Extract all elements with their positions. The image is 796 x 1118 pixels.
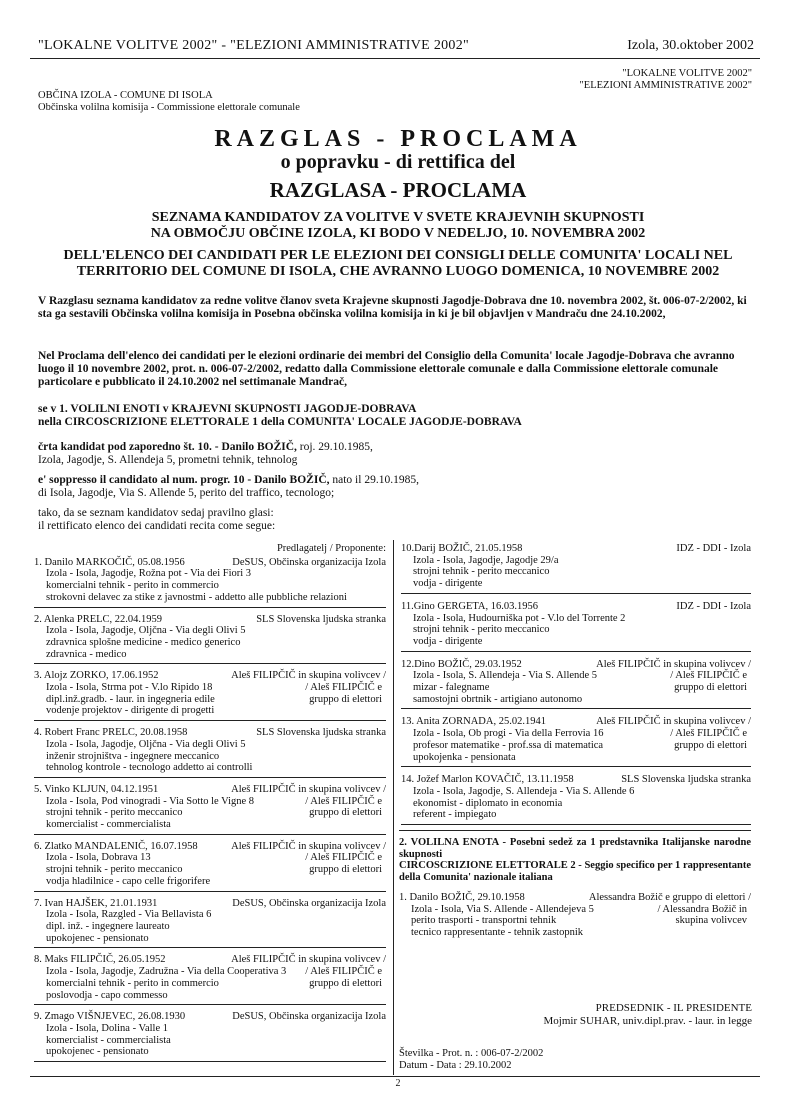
candidate-name: 10.Darij BOŽIČ, 21.05.1958	[401, 543, 523, 554]
footer-rule	[30, 1076, 760, 1077]
candidate-entry	[34, 557, 386, 608]
document-title-2: RAZGLASA - PROCLAMA	[269, 178, 527, 202]
candidate-name: 1. Danilo MARKOČIČ, 05.08.1956	[34, 556, 185, 568]
candidate-name: 3. Alojz ZORKO, 17.06.1952	[34, 670, 159, 682]
document-title: RAZGLAS - PROCLAMA	[214, 126, 582, 152]
organization	[38, 90, 300, 114]
list-intro-ita: il rettificato elenco dei candidati recita come segue:	[38, 520, 276, 532]
candidate-detail: Izola - Isola, Ob progi - Via della Ferrovia 16	[413, 728, 604, 740]
candidate-detail: perito trasporti - transportni tehnik	[411, 915, 557, 927]
candidate-proponent-continued: / Aleš FILIPČIČ e	[670, 728, 747, 740]
deletion-italian-bold: e' soppresso il candidato al num. progr. 10 - Danilo BOŽIČ,	[38, 474, 330, 486]
candidate-entry	[401, 543, 751, 594]
candidate-proponent: Aleš FILIPČIČ in skupina volivcev /	[231, 954, 386, 966]
candidate-proponent: IDZ - DDI - Izola	[676, 600, 751, 612]
candidate-detail: upokojenka - pensionata	[413, 751, 516, 763]
candidate-entry	[34, 898, 386, 949]
candidate-detail: strojni tehnik - perito meccanico	[413, 624, 550, 636]
candidate-detail: zdravnica - medico	[46, 648, 127, 660]
candidate-proponent: Aleš FILIPČIČ in skupina volivcev /	[596, 716, 751, 728]
document-subtitle: o popravku - di rettifica del	[280, 151, 516, 173]
candidate-entry	[401, 601, 751, 652]
deletion-italian-details: di Isola, Jagodje, Via S. Allende 5, perito del traffico, tecnologo;	[38, 487, 335, 499]
candidate-entry	[34, 784, 386, 835]
candidate-detail: upokojenec - pensionato	[46, 1046, 149, 1058]
slovene-heading-line1: SEZNAMA KANDIDATOV ZA VOLITVE V SVETE KRAJEVNIH SKUPNOSTI	[151, 210, 645, 225]
candidate-entry	[34, 670, 386, 721]
corner-tag-line1: "LOKALNE VOLITVE 2002"	[622, 68, 752, 79]
candidate-detail: Izola - Isola, Jagodje, Jagodje 29/a	[413, 554, 559, 566]
unit2-section	[399, 830, 751, 942]
candidate-entry	[34, 954, 386, 1005]
candidate-detail: Izola - Isola, Dobrava 13	[46, 852, 151, 864]
candidate-proponent-continued: gruppo di elettori	[309, 807, 382, 819]
candidate-detail: strojni tehnik - perito meccanico	[46, 864, 183, 876]
left-entries	[34, 557, 386, 1062]
president-title: PREDSEDNIK - IL PRESIDENTE	[595, 1002, 752, 1014]
candidate-name: 13. Anita ZORNADA, 25.02.1941	[401, 716, 546, 728]
candidate-proponent-continued: / Alessandra Božič in	[657, 903, 747, 915]
candidate-proponent-continued: / Aleš FILIPČIČ e	[305, 795, 382, 807]
candidate-detail: strokovni delavec za stike z javnostmi - addetto alle pubbliche relazioni	[46, 591, 347, 603]
candidate-detail: Izola - Isola, Jagodje, Rožna pot - Via dei Fiori 3	[46, 568, 252, 580]
reference-date: Datum - Data : 29.10.2002	[399, 1060, 512, 1071]
candidate-detail: vodja hladilnice - capo celle frigorifere	[46, 875, 211, 887]
deletion-italian	[38, 474, 756, 500]
candidate-detail: komercialist - commercialista	[46, 1034, 171, 1046]
candidate-proponent: SLS Slovenska ljudska stranka	[621, 774, 751, 786]
candidate-detail: komercialni tehnik - perito in commercio	[46, 977, 219, 989]
right-entries	[401, 543, 751, 825]
org-name: OBČINA IZOLA - COMUNE DI ISOLA	[38, 90, 213, 101]
candidate-proponent-continued: skupina volivcev	[675, 915, 747, 927]
candidate-detail: Izola - Isola, Jagodje, Oljčna - Via degli Olivi 5	[46, 738, 246, 750]
candidate-detail: inženir strojništva - ingegnere meccanico	[46, 750, 220, 762]
candidate-proponent: Alessandra Božič e gruppo di elettori /	[588, 891, 751, 903]
candidate-detail: komercialist - commercialista	[46, 819, 171, 831]
candidate-detail: mizar - falegname	[413, 682, 490, 694]
list-intro	[38, 507, 756, 533]
candidate-name: 8. Maks FILIPČIČ, 26.05.1952	[34, 954, 166, 966]
candidate-entry	[399, 892, 751, 939]
candidate-proponent-continued: / Aleš FILIPČIČ e	[305, 852, 382, 864]
candidate-name: 6. Zlatko MANDALENIČ, 16.07.1958	[34, 840, 198, 852]
candidate-proponent: Aleš FILIPČIČ in skupina volivcev /	[231, 840, 386, 852]
header-rule	[30, 58, 760, 59]
signature-block	[544, 1002, 752, 1028]
paragraph-slovene-intro: V Razglasu seznama kandidatov za redne volitve članov sveta Krajevne skupnosti Jagodje-Dobrava dne 10. novembra 2002, št. 006-07-2/2002, ki sta ga sestavili Občinska volilna komisija in Posebna občinska volilna komisija in ki je bil objavljen v Mandraču dne 24.10.2002,	[38, 295, 747, 320]
candidate-proponent: DeSUS, Občinska organizacija Izola	[232, 1011, 386, 1023]
header-date: Izola, 30.oktober 2002	[627, 38, 754, 53]
candidate-detail: Izola - Isola, Dolina - Valle 1	[46, 1022, 168, 1034]
candidate-entry	[401, 659, 751, 710]
unit2-candidate	[399, 892, 751, 939]
deletion-slovene	[38, 441, 756, 467]
candidate-name: 1. Danilo BOŽIČ, 29.10.1958	[399, 891, 525, 903]
president-name: Mojmir SUHAR, univ.dipl.prav. - laur. in legge	[543, 1015, 752, 1027]
candidate-detail: Izola - Isola, Jagodje, Oljčna - Via degli Olivi 5	[46, 625, 246, 637]
list-intro-slo: tako, da se seznam kandidatov sedaj pravilno glasi:	[38, 507, 274, 519]
candidate-proponent-continued: gruppo di elettori	[309, 864, 382, 876]
candidate-detail: ekonomist - diplomato in economia	[413, 797, 563, 809]
candidate-name: 2. Alenka PRELC, 22.04.1959	[34, 613, 163, 625]
proponent-header: Predlagatelj / Proponente:	[276, 543, 386, 554]
candidate-proponent: SLS Slovenska ljudska stranka	[256, 613, 386, 625]
candidate-name: 7. Ivan HAJŠEK, 21.01.1931	[34, 897, 158, 909]
column-divider	[393, 540, 394, 1075]
candidate-detail: Izola - Isola, Razgled - Via Bellavista 6	[46, 909, 212, 921]
candidate-entry	[401, 774, 751, 825]
candidate-name: 12.Dino BOŽIČ, 29.03.1952	[401, 658, 522, 670]
candidate-detail: samostojni obrtnik - artigiano autonomo	[413, 693, 583, 705]
unit1-heading-slo: se v 1. VOLILNI ENOTI v KRAJEVNI SKUPNOSTI JAGODJE-DOBRAVA	[38, 403, 417, 415]
candidate-proponent-continued: gruppo di elettori	[309, 693, 382, 705]
deletion-slovene-bold: črta kandidat pod zaporedno št. 10. - Danilo BOŽIČ,	[38, 441, 297, 453]
unit1-heading-ita: nella CIRCOSCRIZIONE ELETTORALE 1 della COMUNITA' LOCALE JAGODJE-DOBRAVA	[38, 416, 522, 428]
candidate-detail: tecnico rappresentante - tehnik zastopnik	[411, 926, 584, 938]
candidate-detail: Izola - Isola, Pod vinogradi - Via Sotto le Vigne 8	[46, 795, 255, 807]
candidate-detail: vodenje projektov - dirigente di progetti	[46, 705, 215, 717]
candidate-detail: Izola - Isola, Hudourniška pot - V.lo del Torrente 2	[413, 612, 626, 624]
slovene-heading	[60, 210, 736, 242]
candidate-proponent-continued: gruppo di elettori	[674, 682, 747, 694]
candidate-detail: komercialni tehnik - perito in commercio	[46, 580, 219, 592]
candidate-detail: tehnolog kontrole - tecnologo addetto ai controlli	[46, 762, 253, 774]
candidate-detail: dipl.inž.gradb. - laur. in ingegneria edile	[46, 693, 215, 705]
candidate-entry	[34, 1011, 386, 1062]
candidate-detail: poslovodja - capo commesso	[46, 989, 168, 1001]
candidate-detail: zdravnica splošne medicine - medico generico	[46, 636, 241, 648]
candidate-proponent-continued: gruppo di elettori	[309, 977, 382, 989]
candidate-name: 9. Zmago VIŠNJEVEC, 26.08.1930	[34, 1011, 186, 1023]
corner-tag	[580, 68, 752, 92]
candidate-entry	[34, 841, 386, 892]
reference-block	[399, 1048, 543, 1072]
unit1-heading	[38, 403, 756, 429]
candidate-detail: Izola - Isola, Jagodje, Zadružna - Via della Cooperativa 3	[46, 966, 287, 978]
candidate-name: 5. Vinko KLJUN, 04.12.1951	[34, 783, 159, 795]
candidate-entry	[34, 727, 386, 778]
page-number: 2	[395, 1078, 401, 1089]
unit2-rule	[399, 830, 751, 831]
candidate-detail: vodja - dirigente	[413, 578, 483, 590]
candidate-entry	[401, 716, 751, 767]
candidate-detail: Izola - Isola, Via S. Allende - Allendejeva 5	[411, 903, 594, 915]
deletion-slovene-birth: roj. 29.10.1985,	[296, 441, 373, 453]
candidate-detail: Izola - Isola, Strma pot - V.lo Ripido 18	[46, 682, 213, 694]
candidate-name: 11.Gino GERGETA, 16.03.1956	[401, 600, 539, 612]
candidate-detail: vodja - dirigente	[413, 635, 483, 647]
slovene-heading-line2: NA OBMOČJU OBČINE IZOLA, KI BODO V NEDELJO, 10. NOVEMBRA 2002	[150, 226, 646, 241]
left-candidate-list	[34, 543, 386, 1068]
unit2-ita: CIRCOSCRIZIONE ELETTORALE 2 - Seggio specifico per 1 rappresentante della Comunita' nazionale italiana	[399, 860, 751, 884]
org-commission: Občinska volilna komisija - Commissione elettorale comunale	[38, 102, 300, 113]
italian-heading	[50, 248, 746, 280]
right-candidate-list	[401, 543, 751, 832]
newspaper-header: "LOKALNE VOLITVE 2002" - "ELEZIONI AMMINISTRATIVE 2002"	[38, 38, 470, 53]
deletion-slovene-details: Izola, Jagodje, S. Allendeja 5, prometni tehnik, tehnolog	[38, 454, 298, 466]
candidate-name: 4. Robert Franc PRELC, 20.08.1958	[34, 727, 188, 739]
candidate-proponent-continued: / Aleš FILIPČIČ e	[305, 682, 382, 694]
candidate-proponent: IDZ - DDI - Izola	[676, 543, 751, 554]
candidate-detail: upokojenec - pensionato	[46, 932, 149, 944]
candidate-proponent: Aleš FILIPČIČ in skupina volivcev /	[596, 658, 751, 670]
candidate-detail: profesor matematike - prof.ssa di matematica	[413, 739, 604, 751]
candidate-proponent-continued: / Aleš FILIPČIČ e	[670, 670, 747, 682]
candidate-detail: dipl. inž. - ingegnere laureato	[46, 920, 170, 932]
candidate-proponent: SLS Slovenska ljudska stranka	[256, 727, 386, 739]
candidate-proponent: Aleš FILIPČIČ in skupina volivcev /	[231, 783, 386, 795]
candidate-proponent-continued: gruppo di elettori	[674, 739, 747, 751]
candidate-proponent: DeSUS, Občinska organizacija Izola	[232, 556, 386, 568]
candidate-detail: Izola - Isola, S. Allendeja - Via S. Allende 5	[413, 670, 598, 682]
corner-tag-line2: "ELEZIONI AMMINISTRATIVE 2002"	[579, 80, 752, 91]
italian-heading-line1: DELL'ELENCO DEI CANDIDATI PER LE ELEZIONI DEI CONSIGLI DELLE COMUNITA' LOCALI NEL	[63, 248, 733, 263]
italian-heading-line2: TERRITORIO DEL COMUNE DI ISOLA, CHE AVRANNO LUOGO DOMENICA, 10 NOVEMBRE 2002	[76, 264, 720, 279]
candidate-proponent: DeSUS, Občinska organizacija Izola	[232, 897, 386, 909]
candidate-proponent-continued: / Aleš FILIPČIČ e	[305, 966, 382, 978]
candidate-detail: strojni tehnik - perito meccanico	[413, 566, 550, 578]
candidate-detail: Izola - Isola, Jagodje, S. Allendeja - Via S. Allende 6	[413, 785, 635, 797]
paragraph-italian-intro: Nel Proclama dell'elenco dei candidati per le elezioni ordinarie dei membri del Consiglio della Comunita' locale Jagodje-Dobrava che avranno luogo il 10 novembre 2002, prot. n. 006-07-2/2002, redatto dalla Commissione elettorale comunale e dalla Commissione elettorale comunale particolare e pubblicato il 24.10.2002 nel settimanale Mandrač,	[38, 350, 735, 388]
candidate-name: 14. Jožef Marlon KOVAČIČ, 13.11.1958	[401, 774, 574, 786]
candidate-entry	[34, 614, 386, 665]
unit2-slo: 2. VOLILNA ENOTA - Posebni sedež za 1 predstavnika Italijanske narodne skupnosti	[399, 837, 751, 860]
candidate-proponent: Aleš FILIPČIČ in skupina volivcev /	[231, 670, 386, 682]
reference-number: Številka - Prot. n. : 006-07-2/2002	[399, 1048, 544, 1059]
deletion-italian-birth: nato il 29.10.1985,	[329, 474, 419, 486]
candidate-detail: referent - impiegato	[413, 809, 497, 821]
candidate-detail: strojni tehnik - perito meccanico	[46, 807, 183, 819]
